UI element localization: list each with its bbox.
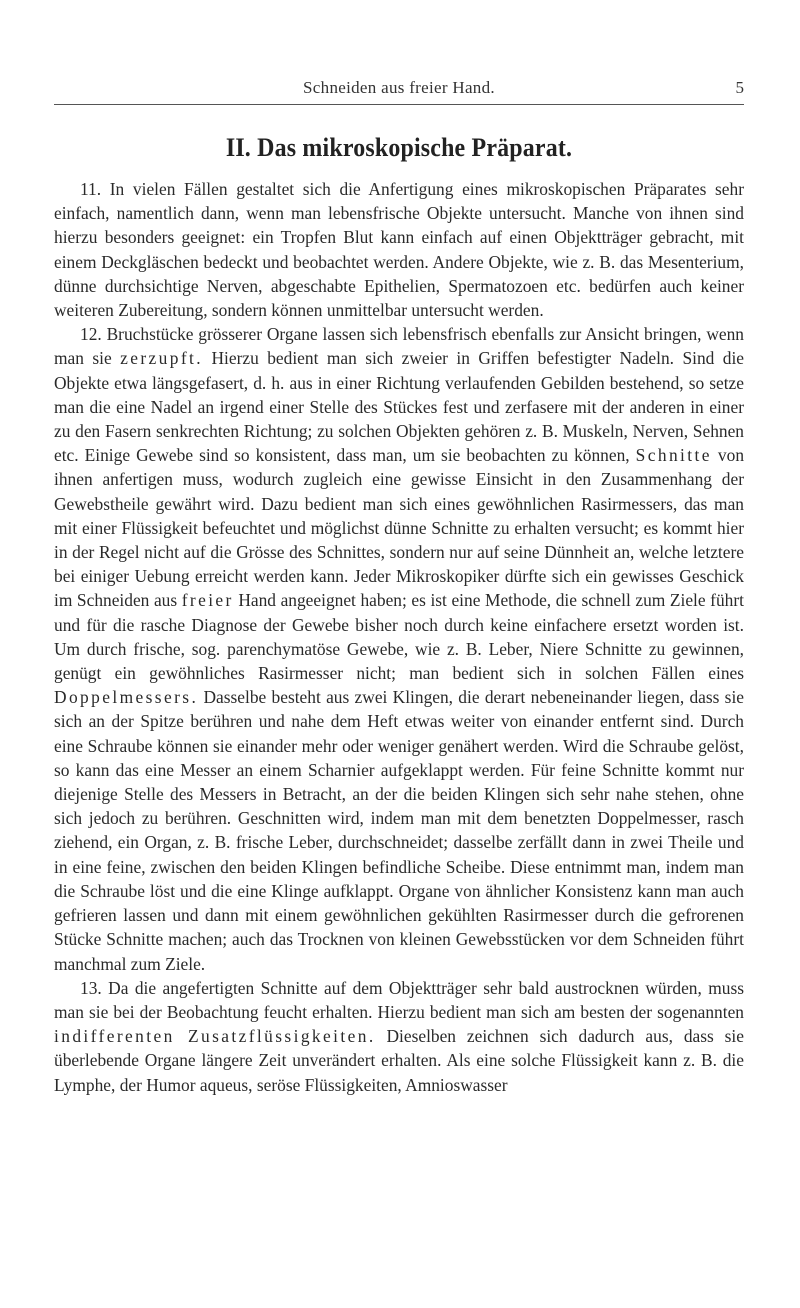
paragraph-number: 13.	[80, 977, 102, 998]
book-page	[54, 78, 744, 1097]
paragraph-13	[54, 976, 744, 1097]
running-title: Schneiden aus freier Hand.	[303, 78, 495, 97]
running-header	[54, 78, 744, 105]
paragraph-text: Dasselbe besteht aus zwei Klingen, die derart nebeneinander liegen, dass sie sich an der Spitze berühren und nahe dem Heft etwas weiter von einander entfernt sind. Durch eine Schraube können sie einander mehr oder weniger genähert werden. Wird die Schraube gelöst, so kann das eine Messer an einem Scharnier aufgeklappt werden. Für feine Schnitte kommt nur diejenige Stelle des Messers in Betracht, an der die beiden Klingen sich sehr nahe stehen, ohne sich jedoch zu berühren. Geschnitten wird, indem man mit dem benetzten Doppelmesser, rasch ziehend, ein Organ, z. B. frische Leber, durchschneidet; dasselbe zerfällt dann in zwei Theile und in eine feine, zwischen den beiden Klingen befindliche Scheibe. Diese entnimmt man, indem man die Schraube löst und die eine Klinge aufklappt. Organe von ähnlicher Konsistenz kann man auch gefrieren lassen und dann mit einem gewöhnlichen gekühlten Rasirmesser durch die gefrorenen Stücke Schnitte machen; auch das Trocknen von kleinen Gewebsstücken vor dem Schneiden führt manchmal zum Ziele.	[54, 687, 744, 974]
emphasis-zerzupft: zerzupft.	[120, 348, 204, 369]
section-title: II. Das mikroskopische Präparat.	[225, 133, 573, 162]
paragraph-text: Dieselben zeichnen sich dadurch aus, dass sie überlebende Organe längere Zeit unverändert erhalten. Als eine solche Flüssigkeit kann z. B. die Lymphe, der Humor aqueus, seröse Flüssigkeiten, Amnioswasser	[54, 1026, 744, 1095]
paragraph-12	[54, 322, 744, 975]
emphasis-doppelmessers: Doppelmessers.	[54, 687, 199, 708]
paragraph-text: Hierzu bedient man sich zweier in Griffen befestigter Nadeln. Sind die Objekte etwa längsgefasert, d. h. aus in einer Richtung verlaufenden Gebilden bestehend, so setze man die eine Nadel an irgend einer Stelle des Stückes fest und zerfasere mit der anderen in einer zu den Fasern senkrechten Richtung; zu solchen Objekten gehören z. B. Muskeln, Nerven, Sehnen etc. Einige Gewebe sind so konsistent, dass man, um sie beobachten zu können,	[54, 348, 745, 466]
paragraph-text: In vielen Fällen gestaltet sich die Anfertigung eines mikroskopischen Präparates sehr einfach, namentlich dann, wenn man lebensfrische Objekte untersucht. Manche von ihnen sind hierzu besonders geeignet: ein Tropfen Blut kann einfach auf einen Objektträger gebracht, mit einem Deckgläschen bedeckt und beobachtet werden. Andere Objekte, wie z. B. das Mesenterium, dünne durchsichtige Nerven, abgeschabte Epithelien, Spermatozoen etc. bedürfen auch keiner weiteren Zubereitung, sondern können unmittelbar untersucht werden.	[54, 179, 744, 321]
paragraph-11	[54, 177, 744, 322]
paragraph-text: Hand angeeignet haben; es ist eine Methode, die schnell zum Ziele führt und für die rasche Diagnose der Gewebe bisher noch durch keine einfachere ersetzt worden ist. Um durch frische, sog. parenchymatöse Gewebe, wie z. B. Leber, Niere Schnitte zu gewinnen, genügt ein gewöhnliches Rasirmesser nicht; man bedient sich in solchen Fällen eines	[54, 590, 744, 684]
paragraph-text: Da die angefertigten Schnitte auf dem Objektträger sehr bald austrocknen würden, muss man sie bei der Beobachtung feucht erhalten. Hierzu bedient man sich am besten der sogenannten	[54, 977, 744, 1022]
paragraph-number: 11.	[80, 179, 102, 199]
emphasis-freier: freier	[181, 590, 234, 611]
emphasis-schnitte: Schnitte	[635, 445, 712, 466]
emphasis-zusatzfluessigkeiten: indifferenten Zusatzflüssigkeiten.	[54, 1026, 376, 1047]
page-number: 5	[735, 78, 744, 97]
paragraph-number: 12.	[80, 324, 102, 345]
paragraph-text: von ihnen anfertigen muss, wodurch zugleich eine gewisse Einsicht in den Zusammenhang der Gewebstheile gewährt wird. Dazu bedient man sich eines gewöhnlichen Rasirmessers, das man mit einer Flüssigkeit befeuchtet und möglichst dünne Schnitte zu erhalten versucht; es kommt hier in der Regel nicht auf die Grösse des Schnittes, sondern nur auf seine Dünnheit an, welche letztere bei einiger Uebung erreicht werden kann. Jeder Mikroskopiker dürfte sich ein gewisses Geschick im Schneiden aus	[54, 445, 745, 611]
paragraph-text: Bruchstücke grösserer Organe lassen sich lebensfrisch ebenfalls zur Ansicht bringen, wenn man sie	[54, 324, 744, 369]
